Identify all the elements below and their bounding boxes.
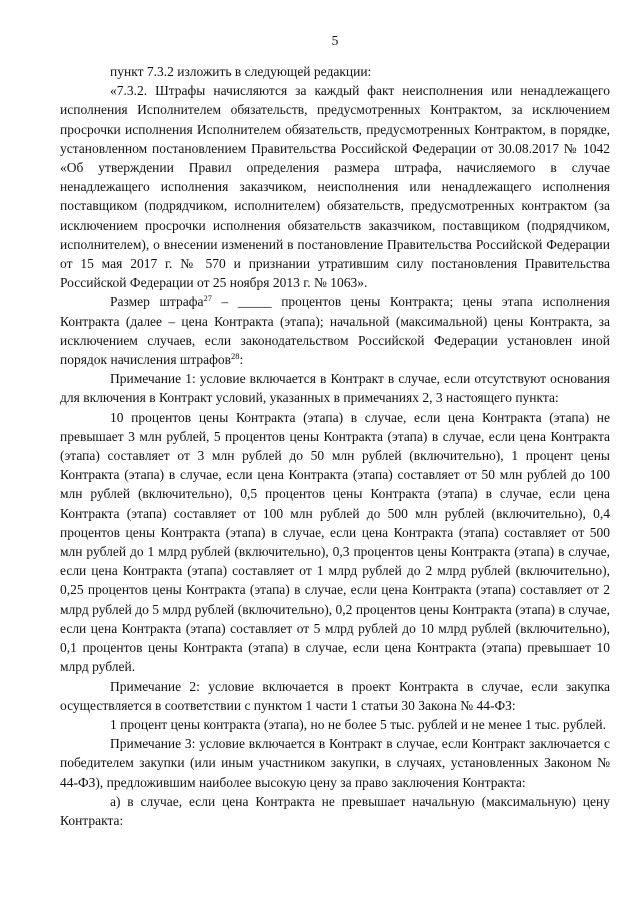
paragraph-clause-7-3-2: «7.3.2. Штрафы начисляются за каждый факт неисполнения или ненадлежащего исполнения Исполнителем обязательств, предусмотренных Контрактом, за исключением просрочки исполнения Исполнителем обязательств, предусмотренных Контрактом, в порядке, установленном постановлением Правительства Российской Федерации от 30.08.2017 № 1042 «Об утверждении Правил определения размера штрафа, начисляемого в случае ненадлежащего исполнения заказчиком, неисполнения или ненадлежащего исполнения поставщиком (подрядчиком, исполнителем) обязательств, предусмотренных контрактом (за исключением просрочки исполнения обязательств заказчиком, поставщиком (подрядчиком, исполнителем), о внесении изменений в постановление Правительства Российской Федерации от 15 мая 2017 г. № 570 и признании утратившим силу постановления Правительства Российской Федерации от 25 ноября 2013 г. № 1063». — [60, 83, 610, 291]
fine-size-text-b: – _____ процентов цены Контракта; цены этапа исполнения Контракта (далее – цена Контракта (этапа); начальной (максимальной) цены Контракта, за исключением случаев, если законодательством Российской Федерации установлен иной порядок начисления штрафов — [60, 294, 610, 368]
paragraph-intro: пункт 7.3.2 изложить в следующей редакции: — [110, 64, 372, 79]
paragraph-case-a: а) в случае, если цена Контракта не превышает начальную (максимальную) цену Контракта: — [60, 793, 610, 828]
fine-size-text-c: : — [239, 352, 244, 368]
paragraph-note-2: Примечание 2: условие включается в проект Контракта в случае, если закупка осуществляется в соответствии с пунктом 1 части 1 статьи 30 Закона № 44-ФЗ: — [60, 678, 610, 713]
paragraph-note-1: Примечание 1: условие включается в Контракт в случае, если отсутствуют основания для включения в Контракт условий, указанных в примечаниях 2, 3 настоящего пункта: — [60, 371, 610, 406]
fine-size-text-a: Размер штрафа — [110, 294, 204, 310]
footnote-ref-28: 28 — [231, 351, 240, 362]
footnote-ref-27: 27 — [203, 293, 212, 304]
paragraph-fine-small: 1 процент цены контракта (этапа), но не более 5 тыс. рублей и не менее 1 тыс. рублей. — [110, 716, 607, 732]
paragraph-fine-scale: 10 процентов цены Контракта (этапа) в случае, если цена Контракта (этапа) не превышает 3 млн рублей, 5 процентов цены Контракта (этапа) в случае, если цена Контракта (этапа) составляет от 3 млн рублей до 50 млн рублей (включительно), 1 процент цены Контракта (этапа) в случае, если цена Контракта (этапа) составляет от 50 млн рублей до 100 млн рублей (включительно), 0,5 процентов цены Контракта (этапа) в случае, если цена Контракта (этапа) составляет от 100 млн рублей до 500 млн рублей (включительно), 0,4 процентов цены Контракта (этапа) в случае, если цена Контракта (этапа) составляет от 500 млн рублей до 1 млрд рублей (включительно), 0,3 процентов цены Контракта (этапа) в случае, если цена Контракта (этапа) составляет от 1 млрд рублей до 2 млрд рублей (включительно), 0,25 процентов цены Контракта (этапа) в случае, если цена Контракта (этапа) составляет от 2 млрд рублей до 5 млрд рублей (включительно), 0,2 процентов цены Контракта (этапа) в случае, если цена Контракта (этапа) составляет от 5 млрд рублей до 10 млрд рублей (включительно), 0,1 процентов цены Контракта (этапа) в случае, если цена Контракта (этапа) превышает 10 млрд рублей. — [60, 409, 610, 675]
paragraph-note-3: Примечание 3: условие включается в Контракт в случае, если Контракт заключается с победителем закупки (или иным участником закупки, в случаях, установленных Законом № 44-ФЗ), предложившим наиболее высокую цену за право заключения Контракта: — [60, 736, 610, 790]
paragraph-fine-size — [60, 292, 610, 369]
page-number: 5 — [331, 33, 339, 48]
